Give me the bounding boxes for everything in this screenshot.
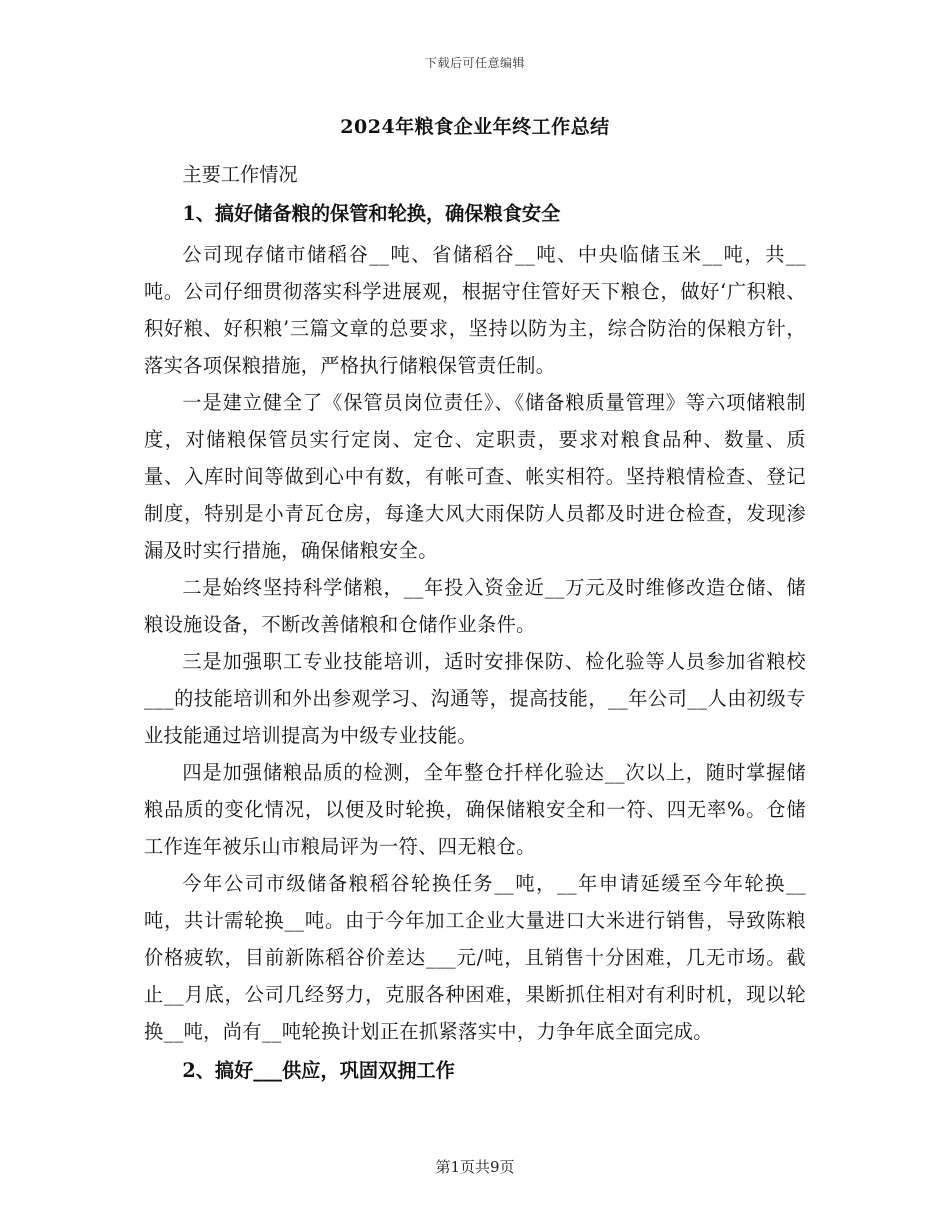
document-body — [144, 112, 806, 1093]
paragraph: 二是始终坚持科学储粮，__年投入资金近__万元及时维修改造仓储、储粮设施设备，不断改善储粮和仓储作业条件。 — [144, 576, 806, 636]
paragraph: 公司现存储市储稻谷__吨、省储稻谷__吨、中央临储玉米__吨，共__吨。公司仔细贯彻落实科学进展观，根据守住管好天下粮仓，做好‘广积粮、积好粮、好积粮’三篇文章的总要求，坚持以防为主，综合防治的保粮方针，落实各项保粮措施，严格执行储粮保管责任制。 — [144, 243, 806, 377]
paragraph: 四是加强储粮品质的检测，全年整仓扦样化验达__次以上，随时掌握储粮品质的变化情况，以便及时轮换，确保储粮安全和一符、四无率%。仓储工作连年被乐山市粮局评为一符、四无粮仓。 — [144, 761, 806, 858]
paragraph: 今年公司市级储备粮稻谷轮换任务__吨，__年申请延缓至今年轮换__吨，共计需轮换__吨。由于今年加工企业大量进口大米进行销售，导致陈粮价格疲软，目前新陈稻谷价差达___元/吨，且销售十分困难，几无市场。截止__月底，公司几经努力，克服各种困难，果断抓住相对有利时机，现以轮换__吨，尚有__吨轮换计划正在抓紧落实中，力争年底全面完成。 — [144, 872, 806, 1043]
section-subtitle: 主要工作情况 — [182, 163, 298, 186]
paragraph: 三是加强职工专业技能培训，适时安排保防、检化验等人员参加省粮校___的技能培训和外出参观学习、沟通等，提高技能，__年公司__人由初级专业技能通过培训提高为中级专业技能。 — [144, 650, 806, 747]
document-title: 2024年粮食企业年终工作总结 — [340, 116, 610, 138]
header-note: 下载后可任意编辑 — [424, 56, 525, 70]
page-footer: 第1页共9页 — [435, 1158, 515, 1176]
section-heading-2: 2、搞好___供应，巩固双拥工作 — [182, 1059, 455, 1082]
paragraph: 一是建立健全了《保管员岗位责任》、《储备粮质量管理》等六项储粮制度，对储粮保管员实行定岗、定仓、定职责，要求对粮食品种、数量、质量、入库时间等做到心中有数，有帐可查、帐实相符。坚持粮情检查、登记制度，特别是小青瓦仓房，每逢大风大雨保防人员都及时进仓检查，发现渗漏及时实行措施，确保储粮安全。 — [144, 391, 806, 562]
section-heading-1: 1、搞好储备粮的保管和轮换，确保粮食安全 — [182, 202, 561, 225]
